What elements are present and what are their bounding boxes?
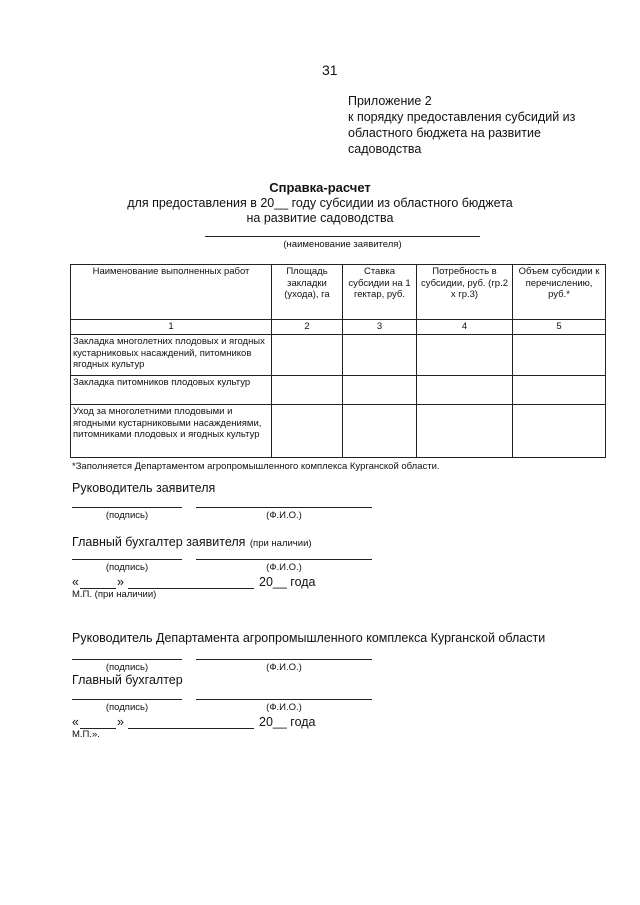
header-need: Потребность в субсидии, руб. (гр.2 х гр.3) <box>417 265 513 320</box>
department-accountant-name-line <box>196 699 372 700</box>
department-date-close: » <box>117 715 124 729</box>
table-row <box>71 405 606 458</box>
department-accountant-signature-caption: (подпись) <box>105 702 149 713</box>
applicant-accountant-label-row <box>72 533 312 551</box>
applicant-date-open: « <box>72 575 79 589</box>
table-column-numbers-row <box>71 320 606 335</box>
department-head-signature-line <box>72 659 182 660</box>
department-date-open: « <box>72 715 79 729</box>
appendix-header <box>348 93 575 157</box>
appendix-line-4: садоводства <box>348 142 422 156</box>
department-accountant-name-caption: (Ф.И.О.) <box>266 702 302 713</box>
table-cell <box>343 376 417 405</box>
department-accountant-signature-line <box>72 699 182 700</box>
applicant-accountant-name-line <box>196 559 372 560</box>
applicant-head-signature-caption: (подпись) <box>105 510 149 521</box>
column-number: 5 <box>513 320 606 335</box>
table-cell <box>417 405 513 458</box>
applicant-accountant-name-caption: (Ф.И.О.) <box>266 562 302 573</box>
department-date-month-line <box>128 728 254 729</box>
table-footnote: *Заполняется Департаментом агропромышленного комплекса Курганской области. <box>72 461 440 472</box>
table-cell <box>343 405 417 458</box>
table-cell <box>272 376 343 405</box>
applicant-head-name-caption: (Ф.И.О.) <box>266 510 302 521</box>
table-cell <box>272 335 343 376</box>
header-rate: Ставка субсидии на 1 гектар, руб. <box>343 265 417 320</box>
applicant-date-close: » <box>117 575 124 589</box>
department-accountant-label: Главный бухгалтер <box>72 673 183 687</box>
applicant-head-name-line <box>196 507 372 508</box>
column-number: 4 <box>417 320 513 335</box>
department-date-year: 20__ года <box>259 715 316 729</box>
row-label: Закладка многолетних плодовых и ягодных кустарниковых насаждений, питомников ягодных культур <box>71 335 272 376</box>
header-subsidy-amount: Объем субсидии к перечислению, руб.* <box>513 265 606 320</box>
table-row <box>71 335 606 376</box>
calculation-table <box>70 264 606 458</box>
header-work-name: Наименование выполненных работ <box>71 265 272 320</box>
applicant-stamp-note: М.П. (при наличии) <box>72 589 157 600</box>
applicant-accountant-label: Главный бухгалтер заявителя <box>72 535 246 549</box>
table-cell <box>343 335 417 376</box>
document-subtitle <box>0 196 640 226</box>
table-cell <box>513 335 606 376</box>
applicant-name-caption: (наименование заявителя) <box>283 239 402 250</box>
department-head-signature-caption: (подпись) <box>105 662 149 673</box>
department-stamp-note: М.П.». <box>72 729 100 740</box>
column-number: 2 <box>272 320 343 335</box>
row-label: Закладка питомников плодовых культур <box>71 376 272 405</box>
table-cell <box>513 405 606 458</box>
department-head-name-line <box>196 659 372 660</box>
column-number: 1 <box>71 320 272 335</box>
applicant-accountant-signature-caption: (подпись) <box>105 562 149 573</box>
row-label: Уход за многолетними плодовыми и ягодными кустарниковыми насаждениями, питомниками плодовых и ягодных культур <box>71 405 272 458</box>
subtitle-line-1: для предоставления в 20__ году субсидии из областного бюджета <box>127 196 513 210</box>
applicant-accountant-note: (при наличии) <box>249 538 312 549</box>
appendix-line-1: Приложение 2 <box>348 94 432 108</box>
appendix-line-2: к порядку предоставления субсидий из <box>348 110 576 124</box>
document-title: Справка-расчет <box>269 180 371 195</box>
page-number: 31 <box>322 62 338 78</box>
department-head-name-caption: (Ф.И.О.) <box>266 662 302 673</box>
table-cell <box>417 335 513 376</box>
table-header-row <box>71 265 606 320</box>
table-row <box>71 376 606 405</box>
header-area: Площадь закладки (ухода), га <box>272 265 343 320</box>
subtitle-line-2: на развитие садоводства <box>246 211 394 225</box>
applicant-date-year: 20__ года <box>259 575 316 589</box>
applicant-accountant-signature-line <box>72 559 182 560</box>
applicant-name-line <box>205 236 480 237</box>
appendix-line-3: областного бюджета на развитие <box>348 126 541 140</box>
department-head-label: Руководитель Департамента агропромышленного комплекса Курганской области <box>72 631 546 645</box>
column-number: 3 <box>343 320 417 335</box>
applicant-head-signature-line <box>72 507 182 508</box>
table-cell <box>513 376 606 405</box>
table-cell <box>272 405 343 458</box>
applicant-head-label: Руководитель заявителя <box>72 481 216 495</box>
table-cell <box>417 376 513 405</box>
